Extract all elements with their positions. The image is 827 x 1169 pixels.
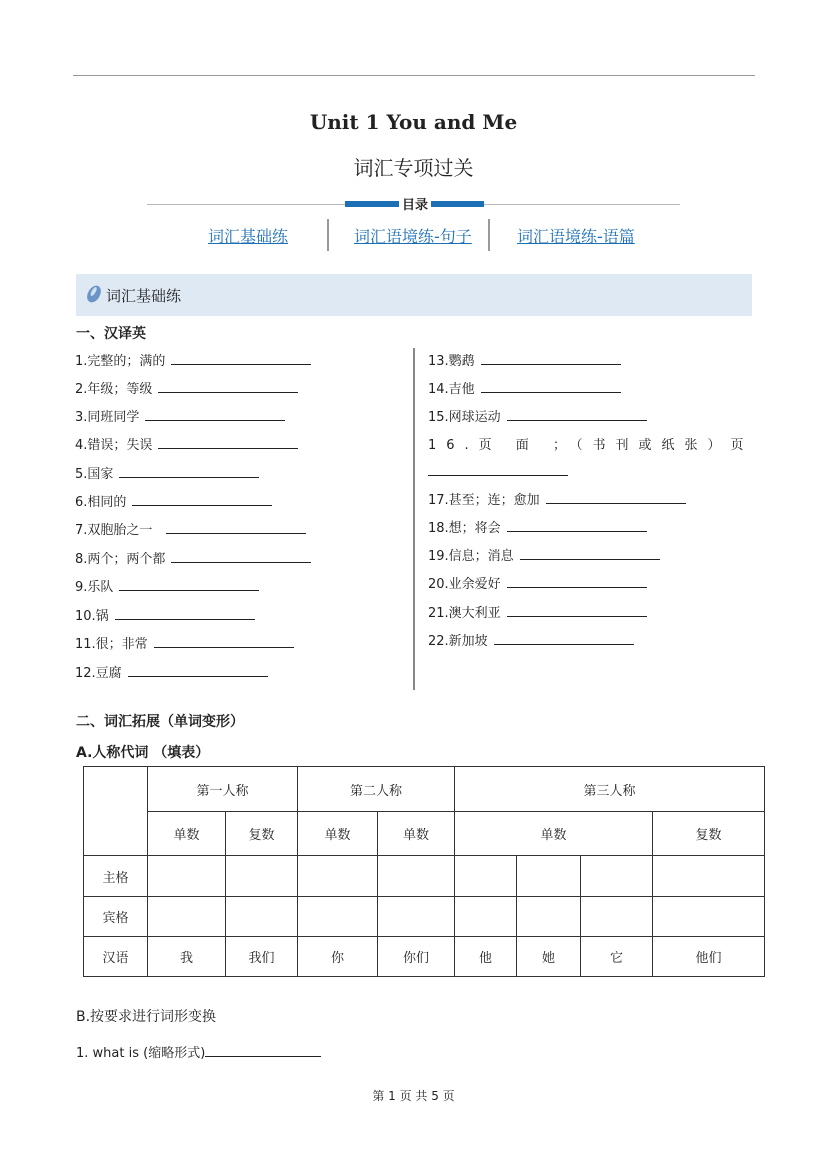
pencil-icon	[86, 284, 102, 304]
list-item: 12.豆腐	[75, 662, 268, 681]
answer-blank[interactable]	[158, 436, 298, 449]
list-item: 5.国家	[75, 463, 259, 482]
answer-blank[interactable]	[507, 604, 647, 617]
part2-sub-a: A.人称代词 （填表）	[76, 745, 210, 761]
toc-link-passage[interactable]: 词汇语境练-语篇	[517, 227, 635, 246]
table-cell[interactable]	[653, 897, 765, 937]
table-cell: 我们	[226, 937, 298, 977]
table-cell[interactable]	[298, 897, 378, 937]
table-subheader: 单数	[298, 812, 378, 856]
pronoun-table	[83, 766, 765, 977]
table-cell[interactable]	[226, 897, 298, 937]
answer-blank[interactable]	[128, 664, 268, 677]
list-item: 14.吉他	[428, 378, 621, 397]
list-item: 18.想；将会	[428, 517, 647, 536]
header-rule	[73, 75, 755, 76]
answer-blank[interactable]	[166, 521, 306, 534]
table-subheader: 复数	[653, 812, 765, 856]
list-item: 4.错误；失误	[75, 434, 298, 453]
answer-blank[interactable]	[158, 380, 298, 393]
list-item: 7.双胞胎之一	[75, 519, 306, 538]
answer-blank[interactable]	[507, 575, 647, 588]
table-cell[interactable]	[378, 897, 455, 937]
table-cell[interactable]	[455, 856, 517, 897]
table-cell: 它	[581, 937, 653, 977]
table-cell: 我	[148, 937, 226, 977]
table-cell[interactable]	[148, 897, 226, 937]
answer-blank[interactable]	[428, 463, 568, 476]
answer-blank[interactable]	[171, 352, 311, 365]
toc-bar-left	[345, 201, 401, 207]
table-cell[interactable]	[653, 856, 765, 897]
answer-blank[interactable]	[171, 550, 311, 563]
page-title: Unit 1 You and Me	[309, 110, 518, 134]
list-item: 16.页 面 ；（书刊或纸张）页	[428, 438, 754, 453]
answer-blank[interactable]	[481, 352, 621, 365]
list-item: 13.鹦鹉	[428, 350, 621, 369]
part1-heading: 一、汉译英	[76, 326, 146, 342]
list-item: 2.年级；等级	[75, 378, 298, 397]
answer-blank[interactable]	[119, 578, 259, 591]
list-item: 9.乐队	[75, 576, 259, 595]
toc-label: 目录	[399, 194, 431, 213]
table-row-label: 汉语	[84, 937, 148, 977]
list-item: 8.两个；两个都	[75, 548, 311, 567]
table-cell[interactable]	[581, 897, 653, 937]
page-footer: 第 1 页 共 5 页	[372, 1089, 455, 1103]
table-cell: 她	[517, 937, 581, 977]
table-cell[interactable]	[517, 856, 581, 897]
answer-blank[interactable]	[507, 408, 647, 421]
list-item: 3.同班同学	[75, 406, 285, 425]
column-divider	[413, 348, 415, 690]
table-subheader: 复数	[226, 812, 298, 856]
list-item: 17.甚至；连；愈加	[428, 489, 686, 508]
table-cell[interactable]	[226, 856, 298, 897]
answer-blank[interactable]	[115, 607, 255, 620]
part2-heading: 二、词汇拓展（单词变形）	[76, 714, 244, 730]
answer-blank[interactable]	[520, 547, 660, 560]
list-item: 10.锅	[75, 605, 255, 624]
table-cell: 他们	[653, 937, 765, 977]
list-item: 19.信息；消息	[428, 545, 660, 564]
list-item: 20.业余爱好	[428, 573, 647, 592]
list-item: 21.澳大利亚	[428, 602, 647, 621]
toc-separator	[488, 219, 490, 251]
toc-link-sentence[interactable]: 词汇语境练-句子	[354, 227, 472, 246]
table-cell[interactable]	[581, 856, 653, 897]
table-row-label: 宾格	[84, 897, 148, 937]
list-item	[428, 463, 568, 480]
toc-bar-right	[428, 201, 484, 207]
table-subheader: 单数	[378, 812, 455, 856]
table-cell[interactable]	[298, 856, 378, 897]
table-cell[interactable]	[378, 856, 455, 897]
table-cell: 你们	[378, 937, 455, 977]
table-cell: 他	[455, 937, 517, 977]
toc-link-basic[interactable]: 词汇基础练	[208, 227, 289, 246]
list-item: 6.相同的	[75, 491, 272, 510]
table-cell[interactable]	[455, 897, 517, 937]
list-item: 22.新加坡	[428, 630, 634, 649]
answer-blank[interactable]	[494, 632, 634, 645]
answer-blank[interactable]	[507, 519, 647, 532]
table-corner	[84, 767, 148, 856]
table-cell[interactable]	[148, 856, 226, 897]
answer-blank[interactable]	[546, 491, 686, 504]
page-subtitle: 词汇专项过关	[353, 156, 474, 180]
toc-separator	[327, 219, 329, 251]
table-subheader: 单数	[455, 812, 653, 856]
section-title: 词汇基础练	[106, 287, 182, 305]
answer-blank[interactable]	[205, 1044, 321, 1057]
table-subheader: 单数	[148, 812, 226, 856]
list-item: 11.很；非常	[75, 633, 294, 652]
answer-blank[interactable]	[119, 465, 259, 478]
table-header: 第二人称	[298, 767, 455, 812]
list-item: 1.完整的；满的	[75, 350, 311, 369]
answer-blank[interactable]	[132, 493, 272, 506]
table-cell[interactable]	[517, 897, 581, 937]
table-header: 第三人称	[455, 767, 765, 812]
list-item: 15.网球运动	[428, 406, 647, 425]
list-item: 1. what is (缩略形式)	[76, 1042, 321, 1061]
answer-blank[interactable]	[154, 635, 294, 648]
table-header: 第一人称	[148, 767, 298, 812]
answer-blank[interactable]	[481, 380, 621, 393]
answer-blank[interactable]	[145, 408, 285, 421]
table-cell: 你	[298, 937, 378, 977]
table-row-label: 主格	[84, 856, 148, 897]
part2-sub-b: B.按要求进行词形变换	[76, 1009, 217, 1025]
